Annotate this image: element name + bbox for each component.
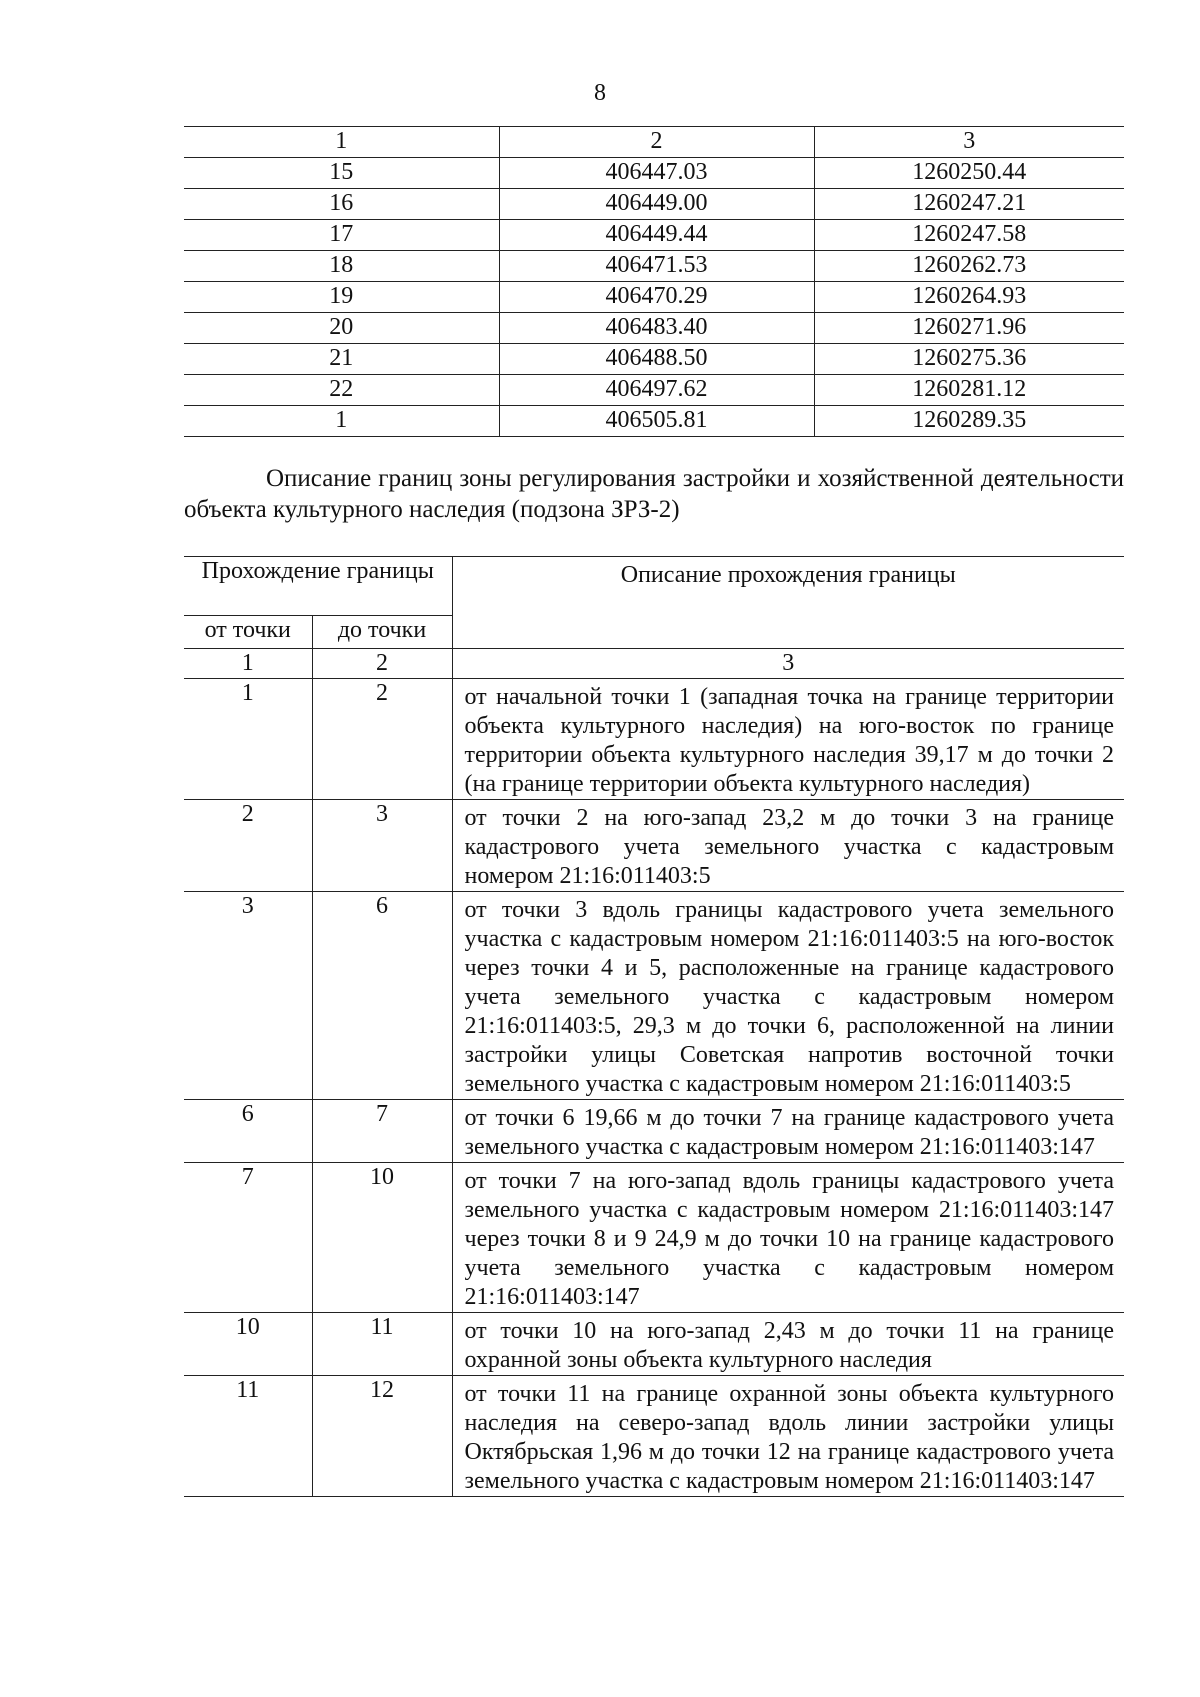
from-point-cell: 3 [184, 892, 312, 1100]
from-point-cell: 11 [184, 1376, 312, 1497]
coordinates-cell: 17 [184, 220, 499, 251]
coordinates-cell: 1 [184, 406, 499, 437]
coordinates-row [184, 375, 1124, 406]
description-cell: от точки 7 на юго-запад вдоль границы кадастрового учета земельного участка с кадастровым номером 21:16:011403:147 через точки 8 и 9 24,9 м до точки 10 на границе кадастрового учета земельного участка с кадастровым номером 21:16:011403:147 [452, 1163, 1124, 1313]
coordinates-cell: 1260264.93 [814, 282, 1124, 313]
coordinates-row [184, 282, 1124, 313]
coordinates-cell: 406470.29 [499, 282, 814, 313]
column-number: 1 [184, 649, 312, 679]
coordinates-cell: 1260289.35 [814, 406, 1124, 437]
coordinates-cell: 1260271.96 [814, 313, 1124, 344]
coordinates-row [184, 220, 1124, 251]
coordinates-row [184, 344, 1124, 375]
coordinates-cell: 20 [184, 313, 499, 344]
coordinates-cell: 406497.62 [499, 375, 814, 406]
coordinates-row [184, 189, 1124, 220]
boundary-row [184, 800, 1124, 892]
boundary-column-numbers-row [184, 649, 1124, 679]
coordinates-row [184, 251, 1124, 282]
coordinates-cell: 1260275.36 [814, 344, 1124, 375]
coordinates-cell: 15 [184, 158, 499, 189]
coordinates-cell: 22 [184, 375, 499, 406]
coordinates-cell: 406449.00 [499, 189, 814, 220]
section-heading: Описание границ зоны регулирования застройки и хозяйственной деятельности объекта культурного наследия (подзона ЗРЗ-2) [184, 465, 1124, 523]
page-number: 8 [594, 80, 606, 106]
from-point-cell: 2 [184, 800, 312, 892]
coordinates-table-body [184, 127, 1124, 437]
header-to-point: до точки [312, 616, 452, 649]
description-cell: от точки 6 19,66 м до точки 7 на границе кадастрового учета земельного участка с кадастровым номером 21:16:011403:147 [452, 1100, 1124, 1163]
coordinates-row [184, 158, 1124, 189]
boundary-table-body [184, 557, 1124, 1497]
coordinates-cell: 19 [184, 282, 499, 313]
coordinates-cell: 21 [184, 344, 499, 375]
description-cell: от точки 11 на границе охранной зоны объекта культурного наследия на северо-запад вдоль линии застройки улицы Октябрьская 1,96 м до точки 12 на границе кадастрового учета земельного участка с кадастровым номером 21:16:011403:147 [452, 1376, 1124, 1497]
coordinates-row [184, 313, 1124, 344]
description-cell: от начальной точки 1 (западная точка на границе территории объекта культурного наследия) на юго-восток по границе территории объекта культурного наследия 39,17 м до точки 2 (на границе территории объекта культурного наследия) [452, 679, 1124, 800]
boundary-description-table [184, 556, 1124, 1497]
to-point-cell: 7 [312, 1100, 452, 1163]
to-point-cell: 2 [312, 679, 452, 800]
coordinates-header-cell: 1 [184, 127, 499, 158]
coordinates-table [184, 126, 1124, 437]
coordinates-cell: 406488.50 [499, 344, 814, 375]
to-point-cell: 6 [312, 892, 452, 1100]
coordinates-row [184, 406, 1124, 437]
boundary-row [184, 1163, 1124, 1313]
coordinates-cell: 406483.40 [499, 313, 814, 344]
boundary-row [184, 892, 1124, 1100]
coordinates-cell: 1260247.58 [814, 220, 1124, 251]
description-cell: от точки 2 на юго-запад 23,2 м до точки 3 на границе кадастрового учета земельного участка с кадастровым номером 21:16:011403:5 [452, 800, 1124, 892]
coordinates-cell: 406471.53 [499, 251, 814, 282]
coordinates-header-cell: 2 [499, 127, 814, 158]
to-point-cell: 3 [312, 800, 452, 892]
coordinates-cell: 406505.81 [499, 406, 814, 437]
coordinates-cell: 16 [184, 189, 499, 220]
column-number: 3 [452, 649, 1124, 679]
from-point-cell: 6 [184, 1100, 312, 1163]
coordinates-cell: 18 [184, 251, 499, 282]
header-description: Описание прохождения границы [452, 557, 1124, 649]
coordinates-header-cell: 3 [814, 127, 1124, 158]
to-point-cell: 12 [312, 1376, 452, 1497]
boundary-row [184, 1376, 1124, 1497]
coordinates-cell: 1260247.21 [814, 189, 1124, 220]
coordinates-cell: 1260262.73 [814, 251, 1124, 282]
to-point-cell: 10 [312, 1163, 452, 1313]
description-cell: от точки 10 на юго-запад 2,43 м до точки 11 на границе охранной зоны объекта культурного наследия [452, 1313, 1124, 1376]
coordinates-cell: 406447.03 [499, 158, 814, 189]
from-point-cell: 10 [184, 1313, 312, 1376]
description-cell: от точки 3 вдоль границы кадастрового учета земельного участка с кадастровым номером 21:16:011403:5 на юго-восток через точки 4 и 5, расположенные на границе кадастрового учета земельного участка с кадастровым номером 21:16:011403:5, 29,3 м до точки 6, расположенной на линии застройки улицы Советская напротив восточной точки земельного участка с кадастровым номером 21:16:011403:5 [452, 892, 1124, 1100]
boundary-header-row [184, 557, 1124, 616]
coordinates-cell: 1260281.12 [814, 375, 1124, 406]
from-point-cell: 7 [184, 1163, 312, 1313]
to-point-cell: 11 [312, 1313, 452, 1376]
column-number: 2 [312, 649, 452, 679]
coordinates-cell: 1260250.44 [814, 158, 1124, 189]
coordinates-cell: 406449.44 [499, 220, 814, 251]
coordinates-header-row [184, 127, 1124, 158]
boundary-row [184, 679, 1124, 800]
header-from-point: от точки [184, 616, 312, 649]
boundary-row [184, 1100, 1124, 1163]
from-point-cell: 1 [184, 679, 312, 800]
header-passage: Прохождение границы [184, 557, 452, 616]
boundary-row [184, 1313, 1124, 1376]
